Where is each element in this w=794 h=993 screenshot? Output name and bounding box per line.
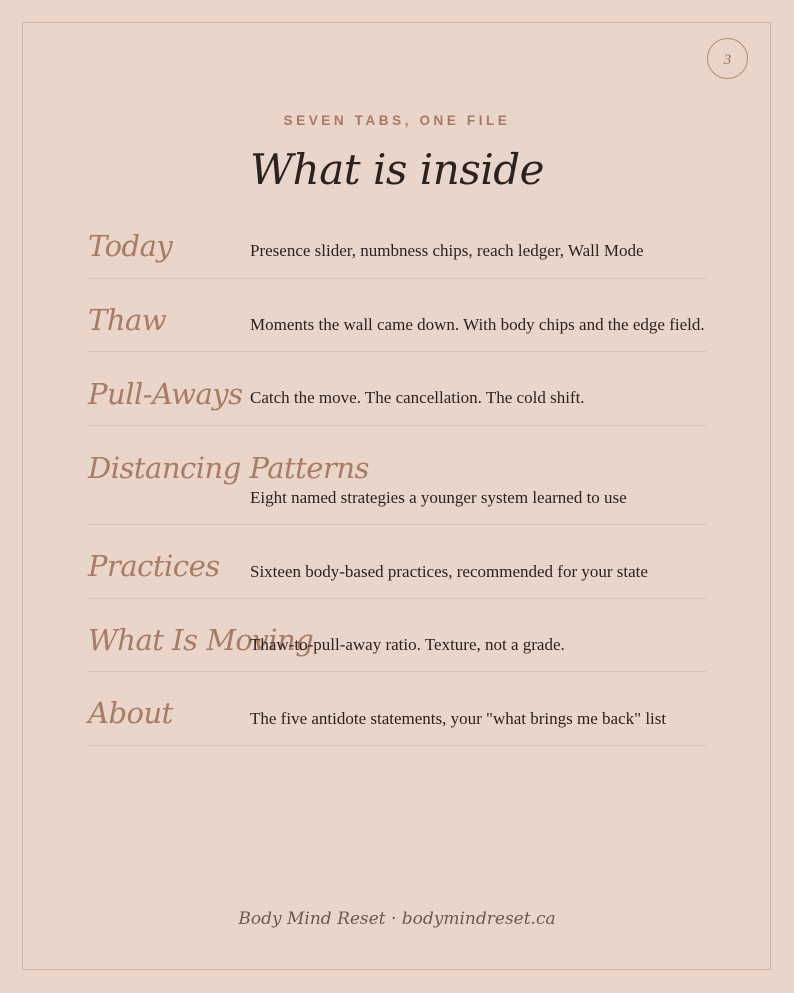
- tab-name: About: [88, 696, 173, 730]
- tab-description: The five antidote statements, your "what brings me back" list: [250, 709, 667, 728]
- tab-name: Practices: [88, 549, 220, 583]
- tab-description: Presence slider, numbness chips, reach ledger, Wall Mode: [250, 241, 644, 260]
- tab-name: What Is Moving: [88, 623, 314, 657]
- tab-description: Eight named strategies a younger system learned to use: [250, 488, 627, 507]
- tab-row-what-is-moving: [88, 598, 706, 672]
- tab-row-pull-aways: [88, 351, 706, 426]
- tab-row-thaw: [88, 278, 706, 352]
- eyebrow-label: SEVEN TABS, ONE FILE: [283, 113, 511, 128]
- tab-description: Thaw-to-pull-away ratio. Texture, not a grade.: [250, 635, 565, 654]
- tab-name: Thaw: [88, 303, 167, 337]
- page-title: What is inside: [249, 145, 545, 194]
- tab-name: Pull-Aways: [88, 377, 243, 411]
- tab-row-today: [88, 226, 706, 279]
- tab-name: Distancing Patterns: [88, 451, 369, 485]
- tab-name: Today: [88, 229, 173, 263]
- footer-credit: Body Mind Reset · bodymindreset.ca: [238, 909, 556, 929]
- tab-description: Moments the wall came down. With body chips and the edge field.: [250, 315, 705, 334]
- tab-row-about: [88, 671, 706, 746]
- page-number-badge: [707, 38, 748, 79]
- page-number: 3: [723, 51, 732, 68]
- tab-description: Catch the move. The cancellation. The cold shift.: [250, 388, 585, 407]
- tab-row-practices: [88, 524, 706, 599]
- tab-description: Sixteen body-based practices, recommended for your state: [250, 562, 648, 581]
- tab-row-distancing-patterns: [88, 425, 706, 525]
